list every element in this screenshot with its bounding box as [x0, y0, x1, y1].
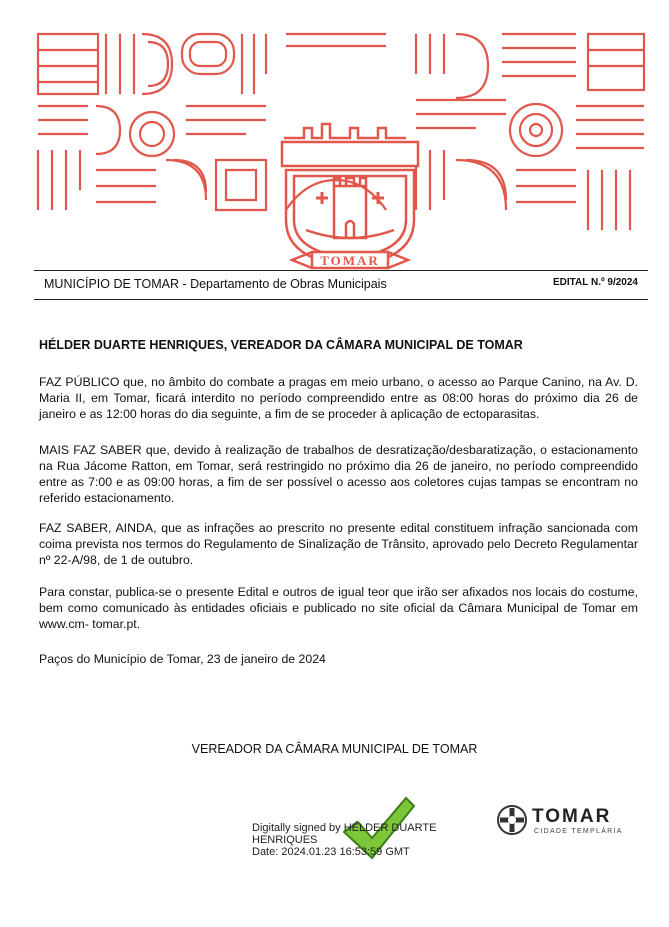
paragraph-date-place: Paços do Município de Tomar, 23 de janeiro de 2024	[39, 652, 326, 666]
p2-text: que, devido à realização de trabalhos de desratização/desbaratização, o estacionamento na Rua Jácome Ratton, em Tomar, será restringido no próximo dia 26 de janeiro, no período compreendido entre as 7:00 e as 09:00 horas, a fim de ser possível o acesso aos coletores cujas tampas se encontram no referido estacionamento.	[39, 443, 638, 505]
municipality-line	[44, 277, 387, 291]
tomar-emblem-icon	[496, 804, 528, 836]
p2-lead: MAIS FAZ SABER	[39, 443, 142, 457]
footer-logo	[496, 800, 626, 840]
header-rule-bottom	[34, 299, 648, 300]
digital-signature-block	[252, 822, 482, 858]
document-heading: HÉLDER DUARTE HENRIQUES, VEREADOR DA CÂMARA MUNICIPAL DE TOMAR	[39, 338, 523, 352]
paragraph-mais-faz-saber	[39, 442, 638, 506]
paragraph-faz-saber-ainda	[39, 520, 638, 568]
signature-date: Date: 2024.01.23 16:53:59 GMT	[252, 846, 410, 858]
signer-name-line: HENRIQUES	[252, 834, 318, 846]
p1-lead: FAZ PÚBLICO	[39, 375, 120, 389]
edital-number: EDITAL N.º 9/2024	[553, 277, 638, 288]
header-rule-top	[34, 270, 648, 271]
p3-lead: FAZ SABER, AINDA	[39, 521, 154, 535]
department-name: - Departamento de Obras Municipais	[178, 277, 387, 291]
p1-text: que, no âmbito do combate a pragas em meio urbano, o acesso ao Parque Canino, na Av. D. Maria II, em Tomar, ficará interdito no período compreendido entre as 08:00 horas do próximo dia 26 de janeiro e as 12:00 horas do dia seguinte, a fim de se proceder à aplicação de ectoparasitas.	[39, 375, 638, 421]
signature-title: VEREADOR DA CÂMARA MUNICIPAL DE TOMAR	[191, 742, 478, 756]
logo-text: TOMAR	[320, 253, 380, 268]
paragraph-para-constar: Para constar, publica-se o presente Edital e outros de igual teor que irão ser afixados nos locais do costume, bem como comunicado às entidades oficiais e publicado no site oficial da Câmara Municipal de Tomar em www.cm- tomar.pt.	[39, 585, 638, 631]
municipality-name: MUNICÍPIO DE TOMAR	[44, 277, 179, 291]
p3-text: , que as infrações ao prescrito no presente edital constituem infração sancionada com coima prevista nos termos do Regulamento de Sinalização de Trânsito, aprovado pelo Decreto Regulamentar nº 22-A/98, de 1 de outubro.	[39, 521, 638, 567]
footer-logo-tagline: CIDADE TEMPLÁRIA	[534, 828, 623, 835]
signed-by-line: Digitally signed by HÉLDER DUARTE	[252, 822, 437, 834]
footer-logo-name: TOMAR	[532, 806, 612, 827]
header-decorative-pattern	[36, 30, 648, 268]
paragraph-faz-publico	[39, 374, 638, 422]
